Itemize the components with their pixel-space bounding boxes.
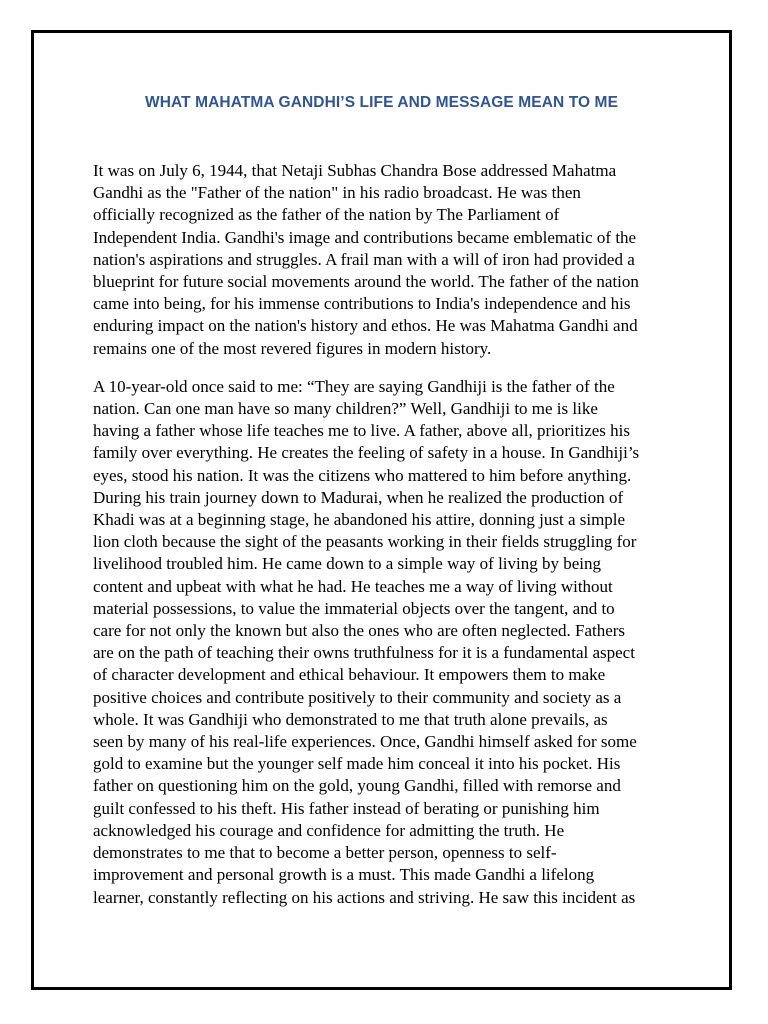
paragraph-line: positive choices and contribute positively to their community and society as a: [93, 687, 622, 707]
paragraph-line: family over everything. He creates the feeling of safety in a house. In Gandhiji’s: [93, 443, 640, 463]
paragraph-line: of character development and ethical behaviour. It empowers them to make: [93, 665, 606, 685]
paragraph-1: [93, 160, 693, 360]
paragraph-line: lion cloth because the sight of the peasants working in their fields struggling for: [93, 532, 637, 552]
paragraph-line: remains one of the most revered figures in modern history.: [93, 338, 492, 358]
paragraph-line: improvement and personal growth is a must. This made Gandhi a lifelong: [93, 865, 595, 885]
paragraph-2: [93, 376, 693, 909]
paragraph-line: blueprint for future social movements around the world. The father of the nation: [93, 272, 639, 292]
paragraph-line: enduring impact on the nation's history and ethos. He was Mahatma Gandhi and: [93, 316, 638, 336]
paragraph-line: livelihood troubled him. He came down to a simple way of living by being: [93, 554, 602, 574]
paragraph-line: seen by many of his real-life experiences. Once, Gandhi himself asked for some: [93, 732, 637, 752]
paragraph-line: Independent India. Gandhi's image and contributions became emblematic of the: [93, 227, 637, 247]
paragraph-line: having a father whose life teaches me to live. A father, above all, prioritizes his: [93, 421, 630, 441]
paragraph-line: guilt confessed to his theft. His father instead of berating or punishing him: [93, 798, 600, 818]
paragraph-line: whole. It was Gandhiji who demonstrated to me that truth alone prevails, as: [93, 709, 608, 729]
paragraph-line: acknowledged his courage and confidence for admitting the truth. He: [93, 820, 565, 840]
paragraph-line: nation. Can one man have so many children?” Well, Gandhiji to me is like: [93, 399, 598, 419]
paragraph-line: content and upbeat with what he had. He teaches me a way of living without: [93, 576, 613, 596]
paragraph-line: nation's aspirations and struggles. A frail man with a will of iron had provided a: [93, 249, 635, 269]
paragraph-line: care for not only the known but also the ones who are often neglected. Fathers: [93, 621, 626, 641]
paragraph-line: came into being, for his immense contributions to India's independence and his: [93, 294, 631, 314]
document-title: WHAT MAHATMA GANDHI’S LIFE AND MESSAGE MEAN TO ME: [144, 94, 619, 111]
paragraph-line: A 10-year-old once said to me: “They are saying Gandhiji is the father of the: [93, 376, 615, 396]
document-page: [31, 30, 732, 990]
paragraph-line: learner, constantly reflecting on his actions and striving. He saw this incident as: [93, 887, 636, 907]
paragraph-line: father on questioning him on the gold, young Gandhi, filled with remorse and: [93, 776, 621, 796]
document-body: [93, 160, 693, 925]
paragraph-line: During his train journey down to Madurai, when he realized the production of: [93, 487, 624, 507]
paragraph-line: It was on July 6, 1944, that Netaji Subhas Chandra Bose addressed Mahatma: [93, 161, 617, 180]
paragraph-line: Gandhi as the "Father of the nation" in his radio broadcast. He was then: [93, 183, 581, 203]
paragraph-line: gold to examine but the younger self made him conceal it into his pocket. His: [93, 754, 621, 774]
paragraph-line: are on the path of teaching their owns truthfulness for it is a fundamental aspect: [93, 643, 635, 663]
paragraph-line: Khadi was at a beginning stage, he abandoned his attire, donning just a simple: [93, 510, 626, 530]
paragraph-line: material possessions, to value the immaterial objects over the tangent, and to: [93, 598, 615, 618]
paragraph-line: officially recognized as the father of the nation by The Parliament of: [93, 205, 560, 225]
paragraph-line: eyes, stood his nation. It was the citizens who mattered to him before anything.: [93, 465, 632, 485]
paragraph-line: demonstrates to me that to become a better person, openness to self-: [93, 843, 557, 863]
